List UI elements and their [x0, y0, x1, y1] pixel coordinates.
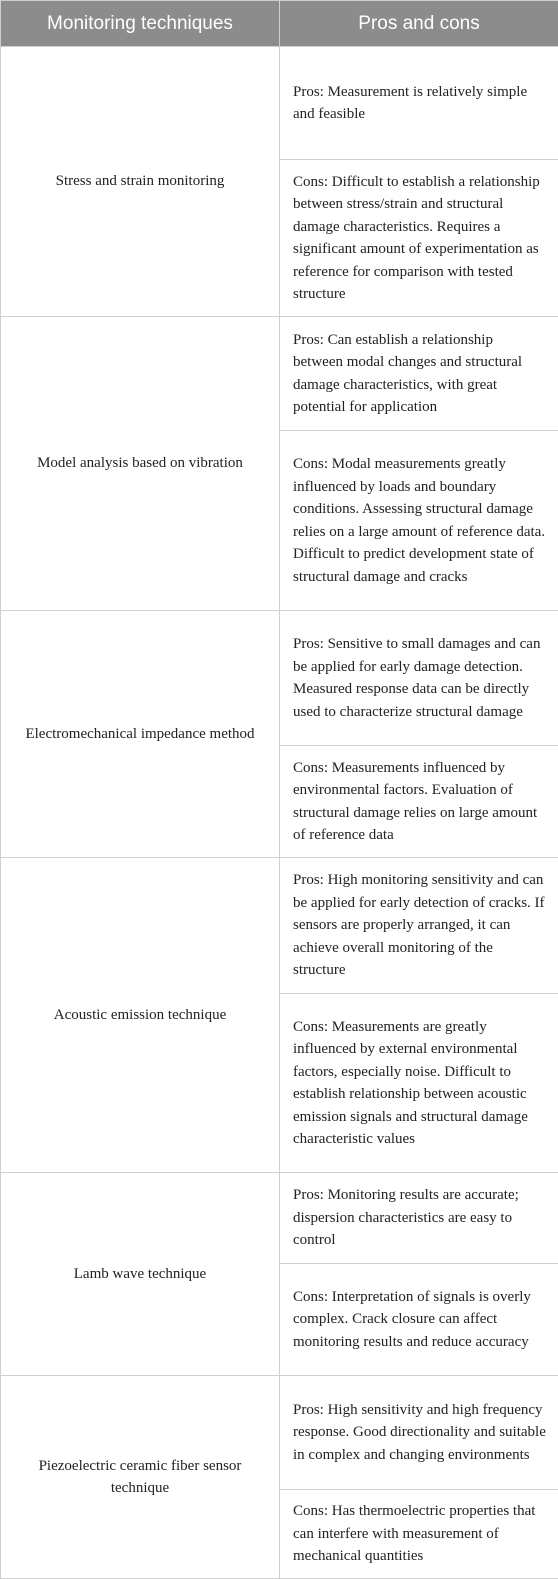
- technique-cell: Acoustic emission technique: [1, 858, 280, 1173]
- pros-cell: Pros: Measurement is relatively simple and feasible: [280, 47, 558, 160]
- technique-cell: Model analysis based on vibration: [1, 317, 280, 611]
- table-row: [1, 611, 558, 746]
- cons-cell: Cons: Interpretation of signals is overly complex. Crack closure can affect monitoring results and reduce accuracy: [280, 1264, 558, 1376]
- table-row: [1, 317, 558, 431]
- technique-cell: Lamb wave technique: [1, 1173, 280, 1376]
- header-row: [1, 1, 558, 47]
- table-row: [1, 858, 558, 994]
- pros-cell: Pros: Can establish a relationship between modal changes and structural damage characteristics, with great potential for application: [280, 317, 558, 431]
- table-header: [1, 1, 558, 47]
- technique-cell: Stress and strain monitoring: [1, 47, 280, 317]
- pros-cell: Pros: Monitoring results are accurate; dispersion characteristics are easy to control: [280, 1173, 558, 1264]
- header-pros-and-cons: Pros and cons: [280, 1, 558, 47]
- technique-cell: Piezoelectric ceramic fiber sensor technique: [1, 1376, 280, 1579]
- cons-cell: Cons: Has thermoelectric properties that can interfere with measurement of mechanical quantities: [280, 1490, 558, 1579]
- table-row: [1, 47, 558, 160]
- table-row: [1, 1376, 558, 1490]
- technique-cell: Electromechanical impedance method: [1, 611, 280, 858]
- pros-cell: Pros: High monitoring sensitivity and can be applied for early detection of cracks. If sensors are properly arranged, it can achieve overall monitoring of the structure: [280, 858, 558, 994]
- pros-cell: Pros: Sensitive to small damages and can be applied for early damage detection. Measured response data can be directly used to characterize structural damage: [280, 611, 558, 746]
- table-body: [1, 47, 558, 1579]
- header-monitoring-techniques: Monitoring techniques: [1, 1, 280, 47]
- cons-cell: Cons: Modal measurements greatly influenced by loads and boundary conditions. Assessing structural damage relies on a large amount of reference data. Difficult to predict development state of structural damage and cracks: [280, 431, 558, 611]
- cons-cell: Cons: Difficult to establish a relationship between stress/strain and structural damage characteristics. Requires a significant amount of experimentation as reference for comparison with tested structure: [280, 160, 558, 317]
- cons-cell: Cons: Measurements are greatly influenced by external environmental factors, especially noise. Difficult to establish relationship between acoustic emission signals and structural damage characteristic values: [280, 994, 558, 1173]
- cons-cell: Cons: Measurements influenced by environmental factors. Evaluation of structural damage relies on large amount of reference data: [280, 746, 558, 858]
- pros-cell: Pros: High sensitivity and high frequency response. Good directionality and suitable in complex and changing environments: [280, 1376, 558, 1490]
- table-row: [1, 1173, 558, 1264]
